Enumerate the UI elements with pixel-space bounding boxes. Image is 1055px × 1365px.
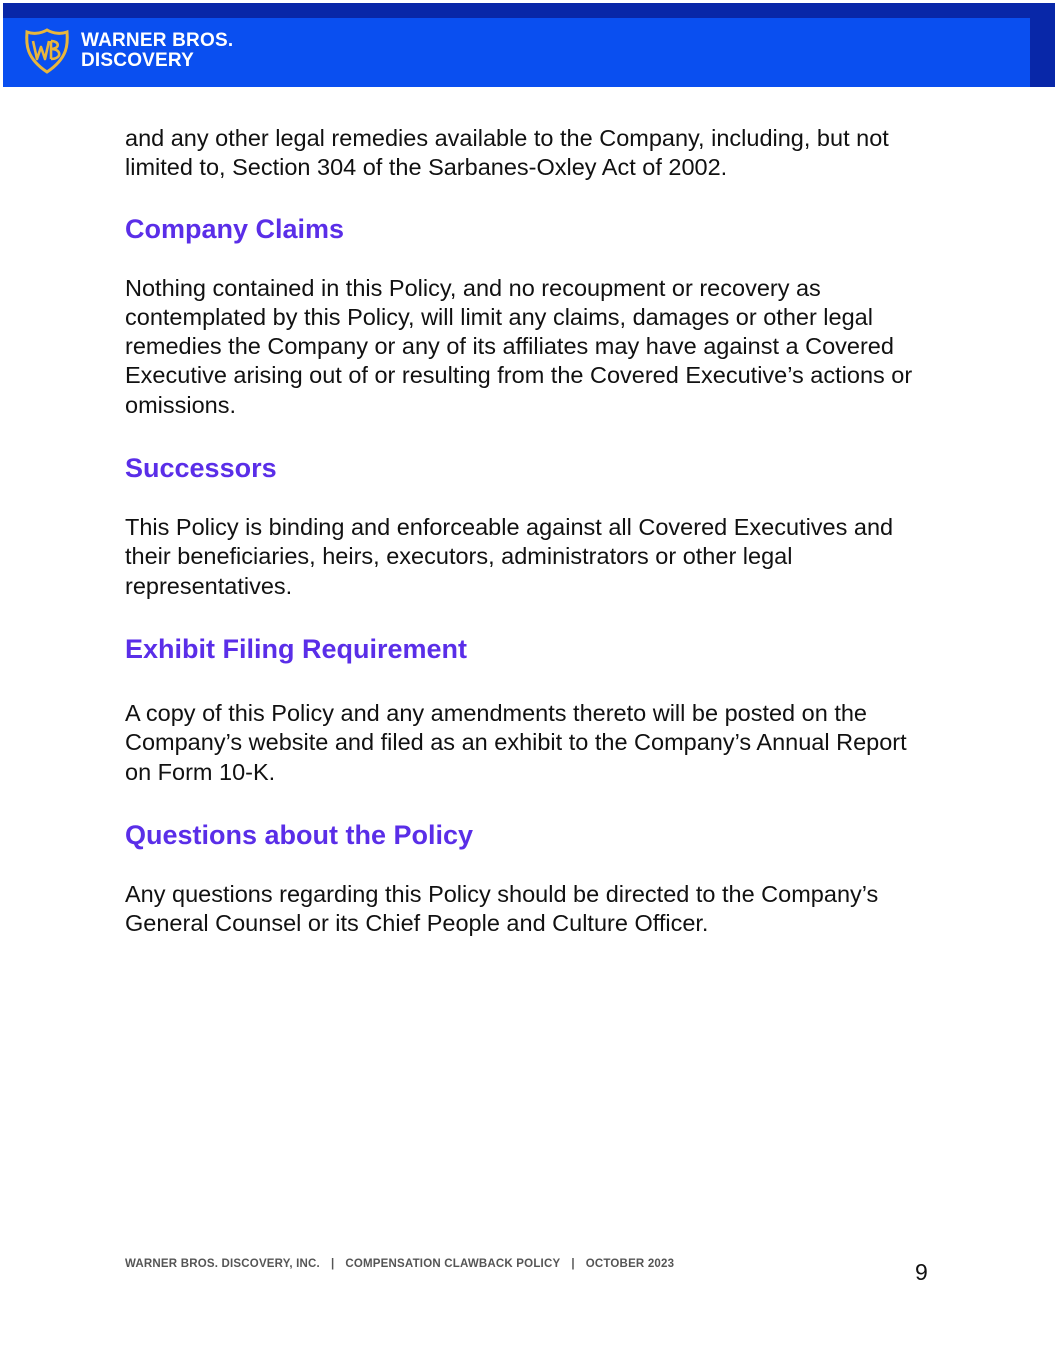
footer-doc-title: COMPENSATION CLAWBACK POLICY (345, 1258, 561, 1270)
paragraph-company-claims: Nothing contained in this Policy, and no recoupment or recovery as contemplated by this Policy, will limit any claims, damages or other legal remedies the Company or any of its affiliates may have against a Covered Executive arising out of or resulting from the Covered Executive’s actions or omissions. (125, 274, 913, 418)
paragraph-exhibit-filing: A copy of this Policy and any amendments thereto will be posted on the Company’s website and filed as an exhibit to the Company’s Annual Report on Form 10-K. (125, 699, 907, 785)
footer-date: OCTOBER 2023 (585, 1258, 675, 1270)
heading-questions: Questions about the Policy (125, 819, 474, 850)
page-header (3, 3, 1055, 87)
heading-successors: Successors (125, 453, 277, 484)
document-body (125, 124, 935, 938)
wb-shield-icon (24, 28, 70, 74)
intro-paragraph: and any other legal remedies available to the Company, including, but not limited to, Section 304 of the Sarbanes-Oxley Act of 2002. (125, 125, 889, 181)
brand-line-1: WARNER BROS. (81, 30, 234, 51)
page-number: 9 (915, 1259, 928, 1285)
footer-company: WARNER BROS. DISCOVERY, INC. (125, 1258, 320, 1270)
brand-line-2: DISCOVERY (81, 50, 195, 71)
header-bar (3, 18, 1030, 87)
heading-company-claims: Company Claims (125, 213, 345, 244)
page-footer (125, 1258, 674, 1270)
paragraph-questions: Any questions regarding this Policy should be directed to the Company’s General Counsel or its Chief People and Culture Officer. (125, 880, 879, 937)
footer-separator: | (330, 1258, 335, 1270)
footer-separator: | (571, 1258, 575, 1270)
brand-wordmark (81, 31, 233, 71)
paragraph-successors: This Policy is binding and enforceable against all Covered Executives and their beneficiaries, heirs, executors, administrators or other legal representatives. (125, 514, 894, 599)
heading-exhibit-filing: Exhibit Filing Requirement (125, 633, 468, 664)
